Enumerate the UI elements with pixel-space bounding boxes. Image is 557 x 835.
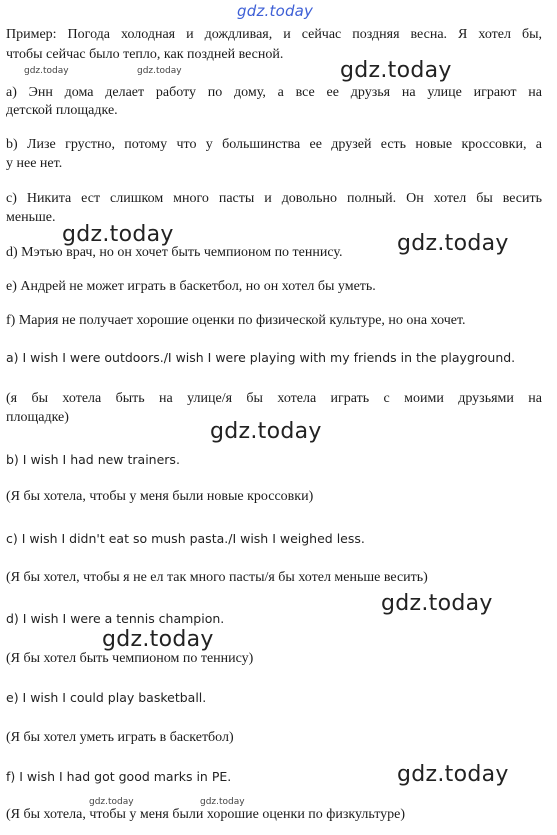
item-f-line: f) Мария не получает хорошие оценки по физической культуре, но она хочет. xyxy=(6,313,466,328)
watermark-large: gdz.today xyxy=(397,231,509,256)
translation-c: (Я бы хотел, чтобы я не ел так много пасты/я бы хотел меньше весить) xyxy=(6,570,428,585)
watermark-large: gdz.today xyxy=(397,762,509,787)
item-a-line-2: детской площадке. xyxy=(6,103,118,118)
item-b-line-2: у нее нет. xyxy=(6,156,63,171)
example-line-1: Пример: Погода холодная и дождливая, и сейчас поздняя весна. Я хотел бы, xyxy=(6,27,542,42)
answer-c: c) I wish I didn't eat so mush pasta./I wish I weighed less. xyxy=(6,531,365,546)
translation-a-line-2: площадке) xyxy=(6,410,69,425)
example-line-2: чтобы сейчас было тепло, как поздней весной. xyxy=(6,47,284,62)
item-c-line-2: меньше. xyxy=(6,210,56,225)
watermark-small: gdz.today xyxy=(24,66,69,76)
answer-d: d) I wish I were a tennis champion. xyxy=(6,611,225,626)
item-e-line: e) Андрей не может играть в баскетбол, но он хотел бы уметь. xyxy=(6,279,376,294)
translation-e: (Я бы хотел уметь играть в баскетбол) xyxy=(6,730,234,745)
answer-b: b) I wish I had new trainers. xyxy=(6,452,180,467)
watermark-large: gdz.today xyxy=(340,58,452,83)
answer-a: a) I wish I were outdoors./I wish I were playing with my friends in the playground. xyxy=(6,350,516,365)
answer-f: f) I wish I had got good marks in PE. xyxy=(6,769,232,784)
watermark-small: gdz.today xyxy=(89,797,134,807)
watermark-small: gdz.today xyxy=(137,66,182,76)
translation-a-line-1: (я бы хотела быть на улице/я бы хотела играть с моими друзьями на xyxy=(6,391,542,406)
translation-d: (Я бы хотел быть чемпионом по теннису) xyxy=(6,651,254,666)
item-d-line: d) Мэтью врач, но он хочет быть чемпионом по теннису. xyxy=(6,245,343,260)
watermark-small: gdz.today xyxy=(200,797,245,807)
watermark-large: gdz.today xyxy=(210,419,322,444)
translation-b: (Я бы хотела, чтобы у меня были новые кроссовки) xyxy=(6,489,314,504)
item-a-line-1: a) Энн дома делает работу по дому, а все ее друзья на улице играют на xyxy=(6,85,542,100)
watermark-large: gdz.today xyxy=(62,222,174,247)
answer-e: e) I wish I could play basketball. xyxy=(6,690,207,705)
item-c-line-1: c) Никита ест слишком много пасты и довольно полный. Он хотел бы весить xyxy=(6,191,542,206)
watermark-header: gdz.today xyxy=(237,2,314,20)
watermark-large: gdz.today xyxy=(381,591,493,616)
watermark-large: gdz.today xyxy=(102,627,214,652)
item-b-line-1: b) Лизе грустно, потому что у большинства ее друзей есть новые кроссовки, а xyxy=(6,137,542,152)
translation-f: (Я бы хотела, чтобы у меня были хорошие оценки по физкультуре) xyxy=(6,807,406,822)
